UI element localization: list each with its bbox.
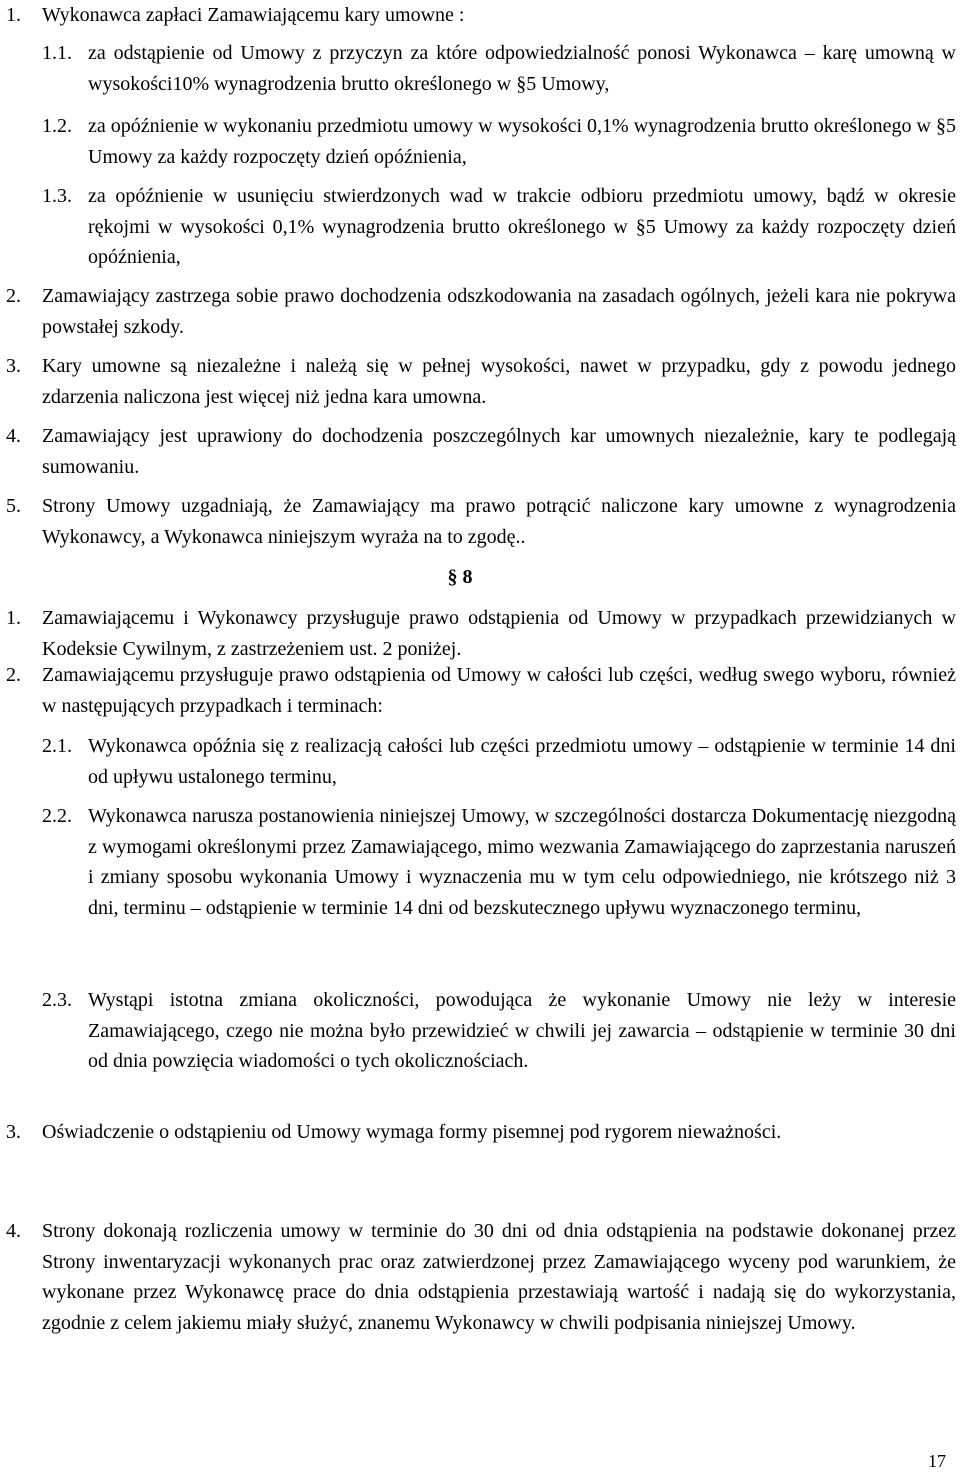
paragraph-1	[6, 0, 956, 31]
subparagraph-number: 2.1.	[42, 735, 72, 757]
paragraph-number: 2.	[6, 664, 21, 686]
paragraph-number: 1.	[6, 607, 21, 629]
subparagraph-2-3	[42, 985, 956, 1077]
subparagraph-number: 1.2.	[42, 115, 72, 137]
paragraph-text: Zamawiającemu i Wykonawcy przysługuje prawo odstąpienia od Umowy w przypadkach przewidzianych w Kodeksie Cywilnym, z zastrzeżeniem ust. 2 poniżej.	[42, 607, 956, 660]
paragraph-text: Kary umowne są niezależne i należą się w pełnej wysokości, nawet w przypadku, gdy z powodu jednego zdarzenia naliczona jest więcej niż jedna kara umowna.	[42, 355, 956, 408]
subparagraph-text: za opóźnienie w usunięciu stwierdzonych wad w trakcie odbioru przedmiotu umowy, bądź w okresie rękojmi w wysokości 0,1% wynagrodzenia brutto określonego w §5 Umowy za każdy rozpoczęty dzień opóźnienia,	[88, 185, 956, 268]
subparagraph-text: za odstąpienie od Umowy z przyczyn za które odpowiedzialność ponosi Wykonawca – karę umowną w wysokości10% wynagrodzenia brutto określonego w §5 Umowy,	[88, 42, 956, 95]
subparagraph-1-1	[42, 38, 956, 99]
subparagraph-text: Wystąpi istotna zmiana okoliczności, powodująca że wykonanie Umowy nie leży w interesie Zamawiającego, czego nie można było przewidzieć w chwili jej zawarcia – odstąpienie w terminie 30 dni od dnia powzięcia wiadomości o tych okolicznościach.	[88, 989, 956, 1072]
subparagraph-number: 1.3.	[42, 185, 72, 207]
paragraph-text: Oświadczenie o odstąpieniu od Umowy wymaga formy pisemnej pod rygorem nieważności.	[42, 1121, 782, 1143]
subparagraph-number: 1.1.	[42, 42, 72, 64]
subparagraph-text: za opóźnienie w wykonaniu przedmiotu umowy w wysokości 0,1% wynagrodzenia brutto określonego w §5 Umowy za każdy rozpoczęty dzień opóźnienia,	[88, 115, 956, 168]
paragraph-4	[6, 1216, 956, 1338]
paragraph-text: Zamawiającemu przysługuje prawo odstąpienia od Umowy w całości lub części, według swego wyboru, również w następujących przypadkach i terminach:	[42, 664, 956, 717]
paragraph-4	[6, 421, 956, 482]
paragraph-text: Strony Umowy uzgadniają, że Zamawiający ma prawo potrącić naliczone kary umowne z wynagrodzenia Wykonawcy, a Wykonawca niniejszym wyraża na to zgodę..	[42, 495, 956, 548]
section-heading-text: § 8	[447, 566, 473, 588]
subparagraph-number: 2.3.	[42, 989, 72, 1011]
paragraph-number: 2.	[6, 285, 21, 307]
subparagraph-1-3	[42, 181, 956, 273]
paragraph-text: Zamawiający zastrzega sobie prawo dochodzenia odszkodowania na zasadach ogólnych, jeżeli kara nie pokrywa powstałej szkody.	[42, 285, 956, 338]
paragraph-3	[6, 351, 956, 412]
paragraph-number: 3.	[6, 355, 21, 377]
subparagraph-2-2	[42, 801, 956, 923]
paragraph-number: 1.	[6, 4, 21, 26]
section-heading	[0, 562, 960, 593]
paragraph-3	[6, 1117, 956, 1148]
subparagraph-1-2	[42, 111, 956, 172]
paragraph-5	[6, 491, 956, 552]
subparagraph-text: Wykonawca opóźnia się z realizacją całości lub części przedmiotu umowy – odstąpienie w terminie 14 dni od upływu ustalonego terminu,	[88, 735, 956, 788]
page-number: 17	[928, 1451, 946, 1471]
paragraph-text: Wykonawca zapłaci Zamawiającemu kary umowne :	[42, 4, 465, 26]
paragraph-2	[6, 281, 956, 342]
subparagraph-text: Wykonawca narusza postanowienia niniejszej Umowy, w szczególności dostarcza Dokumentację niezgodną z wymogami określonymi przez Zamawiającego, mimo wezwania Zamawiającego do zaprzestania naruszeń i zmiany sposobu wykonania Umowy i wyznaczenia mu w tym celu odpowiedniego, nie krótszego niż 3 dni, terminu – odstąpienie w terminie 14 dni od bezskutecznego upływu wyznaczonego terminu,	[88, 805, 956, 919]
paragraph-number: 5.	[6, 495, 21, 517]
paragraph-1	[6, 603, 956, 664]
subparagraph-number: 2.2.	[42, 805, 72, 827]
paragraph-text: Zamawiający jest uprawiony do dochodzenia poszczególnych kar umownych niezależnie, kary te podlegają sumowaniu.	[42, 425, 956, 478]
paragraph-number: 4.	[6, 425, 21, 447]
subparagraph-2-1	[42, 731, 956, 792]
paragraph-2	[6, 660, 956, 721]
paragraph-number: 4.	[6, 1220, 21, 1242]
paragraph-text: Strony dokonają rozliczenia umowy w terminie do 30 dni od dnia odstąpienia na podstawie dokonanej przez Strony inwentaryzacji wykonanych prac oraz zatwierdzonej przez Zamawiającego wyceny pod warunkiem, że wykonane przez Wykonawcę prace do dnia odstąpienia przestawiają wartość i nadają się do wykorzystania, zgodnie z celem jakiemu miały służyć, znanemu Wykonawcy w chwili podpisania niniejszej Umowy.	[42, 1220, 956, 1334]
paragraph-number: 3.	[6, 1121, 21, 1143]
